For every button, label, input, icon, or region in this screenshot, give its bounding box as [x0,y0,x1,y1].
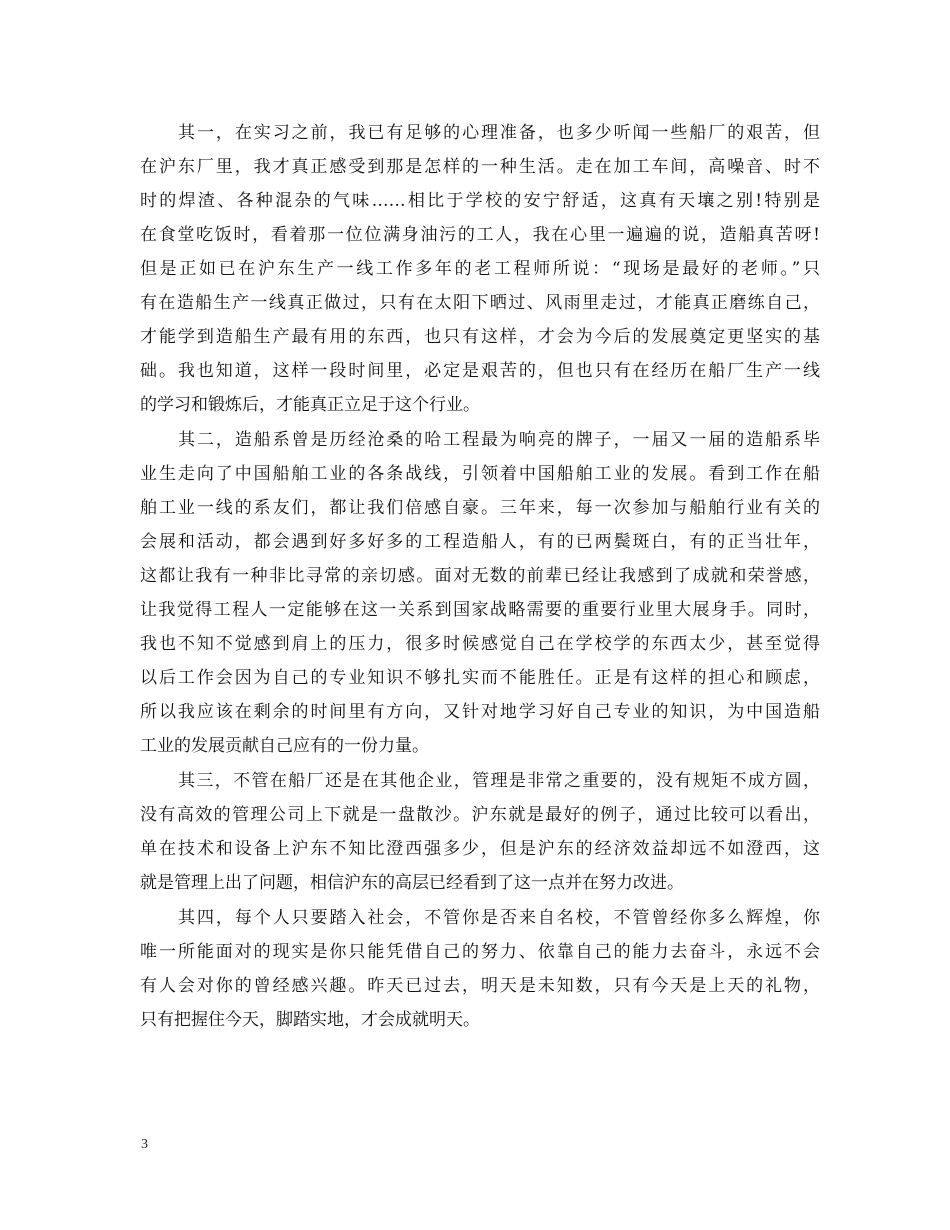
text-line: 时的焊渣、各种混杂的气味……相比于学校的安宁舒适，这真有天壤之别!特别是 [140,191,820,211]
paragraph-3 [140,764,820,900]
paragraph-4 [140,901,820,1037]
text-line: 有人会对你的曾经感兴趣。昨天已过去，明天是未知数，只有今天是上天的礼物， [140,976,820,996]
document-body [140,116,820,1038]
text-line: 但是正如已在沪东生产一线工作多年的老工程师所说：“现场是最好的老师。”只 [140,259,820,279]
text-line: 其三，不管在船厂还是在其他企业，管理是非常之重要的，没有规矩不成方圆， [178,771,820,791]
text-line: 只有把握住今天，脚踏实地，才会成就明天。 [140,1010,480,1030]
text-line: 业生走向了中国船舶工业的各条战线，引领着中国船舶工业的发展。看到工作在船 [140,464,820,484]
text-line: 工业的发展贡献自己应有的一份力量。 [140,736,429,756]
text-line: 其一，在实习之前，我已有足够的心理准备，也多少听闻一些船厂的艰苦，但 [178,123,820,143]
text-line: 在沪东厂里，我才真正感受到那是怎样的一种生活。走在加工车间，高噪音、时不 [140,157,820,177]
text-line: 我也不知不觉感到肩上的压力，很多时候感觉自己在学校学的东西太少，甚至觉得 [140,634,820,654]
text-line: 有在造船生产一线真正做过，只有在太阳下晒过、风雨里走过，才能真正磨练自己， [140,293,820,313]
text-line: 单在技术和设备上沪东不知比澄西强多少，但是沪东的经济效益却远不如澄西，这 [140,839,820,859]
text-line: 舶工业一线的系友们，都让我们倍感自豪。三年来，每一次参加与船舶行业有关的 [140,498,820,518]
text-line: 会展和活动，都会遇到好多好多的工程造船人，有的已两鬓斑白，有的正当壮年， [140,532,820,552]
text-line: 这都让我有一种非比寻常的亲切感。面对无数的前辈已经让我感到了成就和荣誉感， [140,566,820,586]
text-line: 的学习和锻炼后，才能真正立足于这个行业。 [140,395,480,415]
text-line: 让我觉得工程人一定能够在这一关系到国家战略需要的重要行业里大展身手。同时， [140,600,820,620]
page-number: 3 [141,1137,148,1152]
text-line: 在食堂吃饭时，看着那一位位满身油污的工人，我在心里一遍遍的说，造船真苦呀! [140,225,820,245]
text-line: 其二，造船系曾是历经沧桑的哈工程最为响亮的牌子，一届又一届的造船系毕 [178,430,820,450]
text-line: 就是管理上出了问题，相信沪东的高层已经看到了这一点并在努力改进。 [140,873,684,893]
text-line: 没有高效的管理公司上下就是一盘散沙。沪东就是最好的例子，通过比较可以看出， [140,805,820,825]
text-line: 才能学到造船生产最有用的东西，也只有这样，才会为今后的发展奠定更坚实的基 [140,327,820,347]
paragraph-1 [140,116,820,422]
text-line: 所以我应该在剩余的时间里有方向，又针对地学习好自己专业的知识，为中国造船 [140,702,820,722]
text-line: 础。我也知道，这样一段时间里，必定是艰苦的，但也只有在经历在船厂生产一线 [140,361,820,381]
text-line: 其四，每个人只要踏入社会，不管你是否来自名校，不管曾经你多么辉煌，你 [178,908,820,928]
paragraph-2 [140,423,820,763]
text-line: 唯一所能面对的现实是你只能凭借自己的努力、依靠自己的能力去奋斗，永远不会 [140,942,820,962]
text-line: 以后工作会因为自己的专业知识不够扎实而不能胜任。正是有这样的担心和顾虑， [140,668,820,688]
